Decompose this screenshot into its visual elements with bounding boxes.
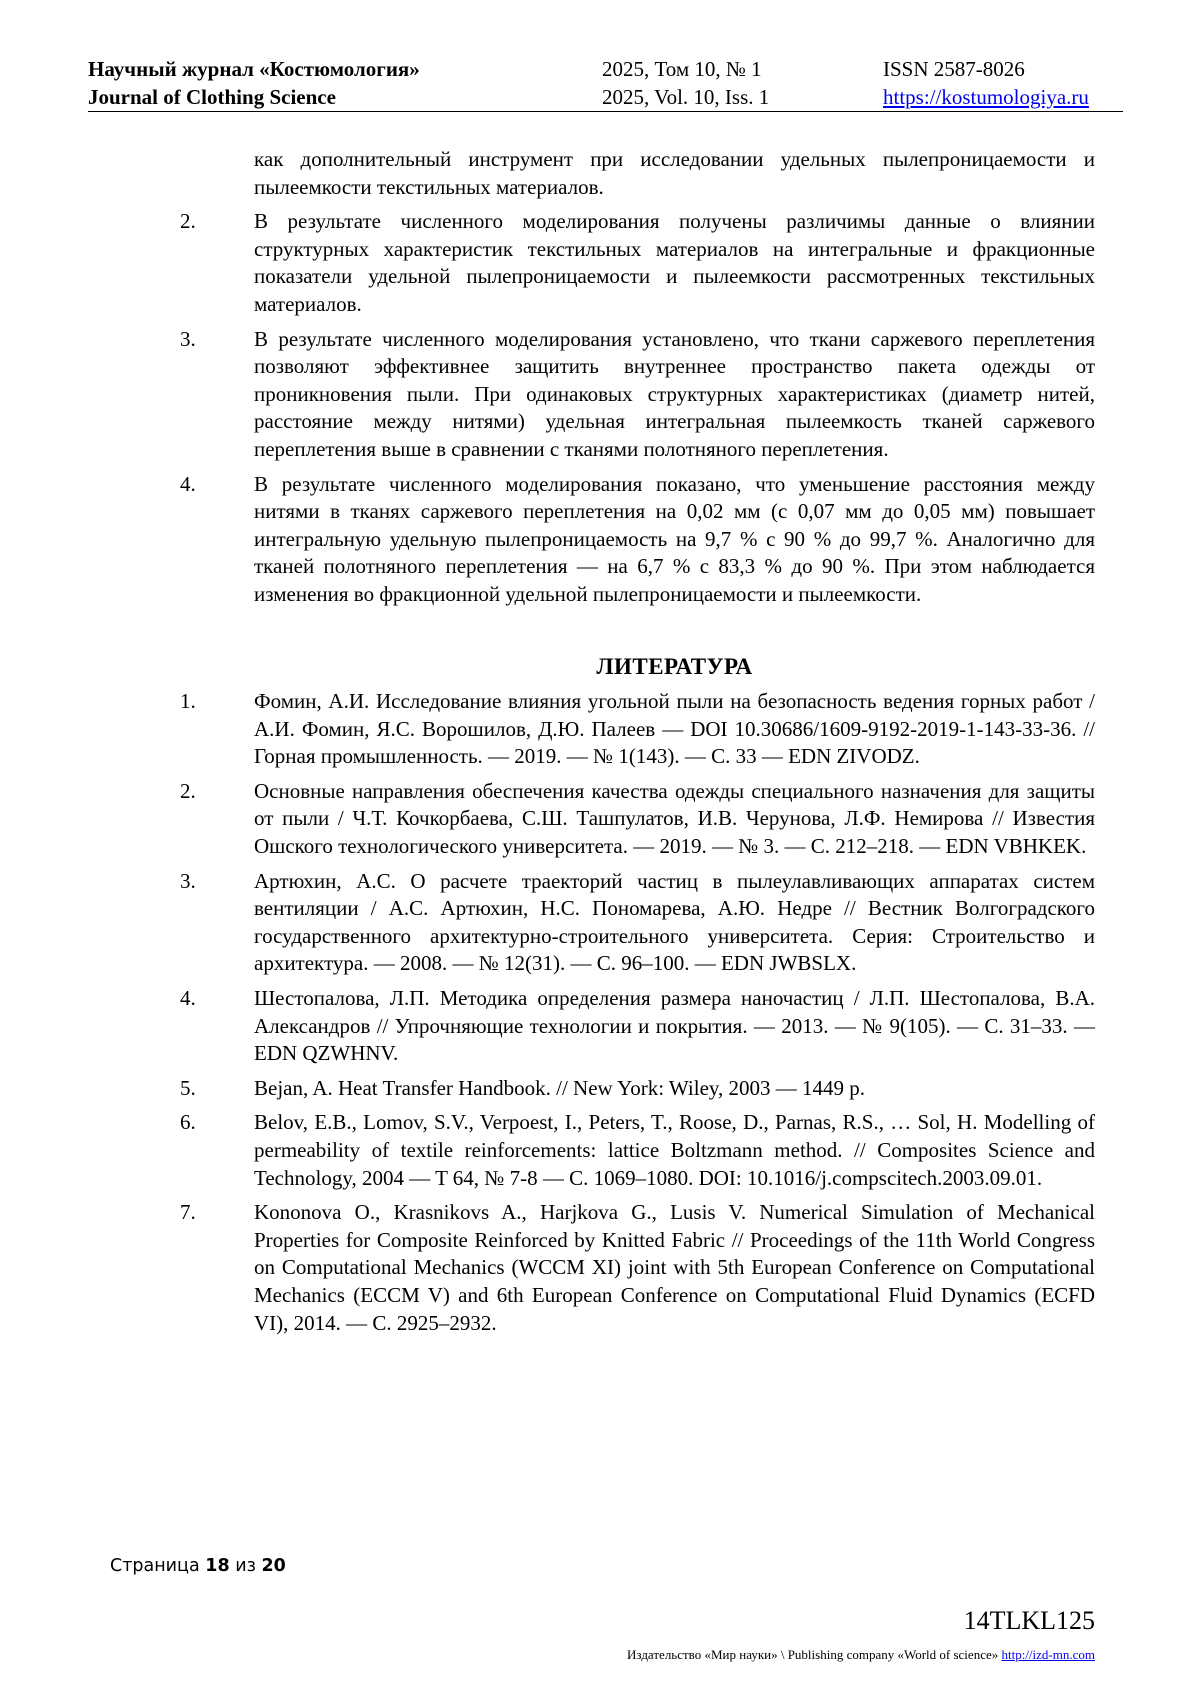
reference-text: Bejan, A. Heat Transfer Handbook. // New York: Wiley, 2003 — 1449 p. xyxy=(254,1075,866,1100)
page-current: 18 xyxy=(205,1556,230,1576)
publisher-text: Издательство «Мир науки» \ Publishing company «World of science» xyxy=(627,1647,999,1662)
reference-number: 1. xyxy=(180,689,196,714)
item-text: В результате численного моделирования установлено, что ткани саржевого переплетения позволяют эффективнее защитить внутреннее пространство пакета одежды от проникновения пыли. При одинаковых структурных характеристиках (диаметр нитей, расстояние между нитями) удельная интегральная пылеемкость тканей саржевого переплетения выше в сравнении с тканями полотняного переплетения. xyxy=(254,326,1095,461)
issue-ru: 2025, Том 10, № 1 xyxy=(602,57,762,81)
reference-number: 6. xyxy=(180,1110,196,1135)
journal-title-en: Journal of Clothing Science xyxy=(88,85,336,109)
reference-item-3 xyxy=(180,868,1095,978)
publisher-line xyxy=(627,1647,1095,1663)
conclusion-continuation: как дополнительный инструмент при исследовании удельных пылепроницаемости и пылеемкости текстильных материалов. xyxy=(254,147,1095,199)
page-header xyxy=(88,55,1123,112)
reference-item-1 xyxy=(180,688,1095,771)
main-content xyxy=(180,146,1095,1337)
reference-number: 4. xyxy=(180,986,196,1011)
journal-title-ru: Научный журнал «Костюмология» xyxy=(88,57,420,81)
item-text: В результате численного моделирования получены различимы данные о влиянии структурных характеристик текстильных материалов на интегральные и фракционные показатели удельной пылепроницаемости и пылеемкости рассмотренных текстильных материалов. xyxy=(254,209,1095,316)
website-link[interactable]: https://kostumologiya.ru xyxy=(883,85,1089,109)
reference-item-7 xyxy=(180,1199,1095,1337)
conclusion-item-3 xyxy=(180,326,1095,464)
issue-en: 2025, Vol. 10, Iss. 1 xyxy=(602,85,770,109)
conclusion-item-4 xyxy=(180,471,1095,609)
item-number: 2. xyxy=(180,209,196,234)
item-number: 3. xyxy=(180,326,196,351)
issn: ISSN 2587-8026 xyxy=(883,57,1025,81)
publisher-link[interactable]: http://izd-mn.com xyxy=(1001,1647,1095,1662)
reference-item-4 xyxy=(180,985,1095,1068)
item-number: 4. xyxy=(180,471,196,496)
references-heading: ЛИТЕРАТУРА xyxy=(596,653,753,679)
reference-text: Фомин, А.И. Исследование влияния угольной пыли на безопасность ведения горных работ / А.И. Фомин, Я.С. Ворошилов, Д.Ю. Палеев — DOI 10.30686/1609-9192-2019-1-143-33-36. // Горная промышленность. — 2019. — № 1(143). — С. 33 — EDN ZIVODZ. xyxy=(254,689,1095,769)
reference-item-2 xyxy=(180,778,1095,861)
reference-text: Шестопалова, Л.П. Методика определения размера наночастиц / Л.П. Шестопалова, В.А. Александров // Упрочняющие технологии и покрытия. — 2013. — № 9(105). — С. 31–33. — EDN QZWHNV. xyxy=(254,986,1095,1066)
page-label: Страница xyxy=(110,1556,200,1576)
reference-text: Kononova O., Krasnikovs A., Harjkova G., Lusis V. Numerical Simulation of Mechanical Properties for Composite Reinforced by Knitted Fabric // Proceedings of the 11th World Congress on Computational Mechanics (WCCM XI) joint with 5th European Conference on Computational Mechanics (ECCM V) and 6th European Conference on Computational Fluid Dynamics (ECFD VI), 2014. — С. 2925–2932. xyxy=(254,1200,1095,1335)
journal-title-block xyxy=(88,55,420,111)
reference-number: 5. xyxy=(180,1075,196,1100)
conclusion-item-2 xyxy=(180,208,1095,318)
reference-text: Артюхин, А.С. О расчете траекторий частиц в пылеулавливающих аппаратах систем вентиляции / А.С. Артюхин, Н.С. Пономарева, А.Ю. Недре // Вестник Волгоградского государственного архитектурно-строительного университета. Серия: Строительство и архитектура. — 2008. — № 12(31). — С. 96–100. — EDN JWBSLX. xyxy=(254,868,1095,976)
reference-text: Основные направления обеспечения качества одежды специального назначения для защиты от пыли / Ч.Т. Кочкорбаева, С.Ш. Ташпулатов, И.В. Черунова, Л.Ф. Немирова // Известия Ошского технологического университета. — 2019. — № 3. — С. 212–218. — EDN VBHKEK. xyxy=(254,778,1095,859)
page-total: 20 xyxy=(261,1556,286,1576)
item-text: В результате численного моделирования показано, что уменьшение расстояния между нитями в тканях саржевого переплетения на 0,02 мм (с 0,07 мм до 0,05 мм) повышает интегральную удельную пылепроницаемость на 9,7 % с 90 % до 99,7 %. Аналогично для тканей полотняного переплетения — на 6,7 % с 83,3 % до 90 %. При этом наблюдается изменения во фракционной удельной пылепроницаемости и пылеемкости. xyxy=(254,471,1095,606)
reference-text: Belov, E.B., Lomov, S.V., Verpoest, I., Peters, T., Roose, D., Parnas, R.S., … Sol, H. Modelling of permeability of textile reinforcements: lattice Boltzmann method. // Composites Science and Technology, 2004 — T 64, № 7-8 — С. 1069–1080. DOI: 10.1016/j.compscitech.2003.09.01. xyxy=(254,1110,1095,1190)
reference-item-6 xyxy=(180,1109,1095,1192)
issn-block xyxy=(883,55,1089,111)
references-list xyxy=(180,688,1095,1337)
issue-block xyxy=(602,55,769,111)
page-number xyxy=(110,1556,286,1576)
reference-item-5 xyxy=(180,1075,1095,1103)
reference-number: 2. xyxy=(180,778,196,803)
page-of: из xyxy=(235,1556,256,1576)
reference-number: 3. xyxy=(180,868,196,893)
article-code: 14TLKL125 xyxy=(963,1606,1095,1635)
reference-number: 7. xyxy=(180,1200,196,1225)
